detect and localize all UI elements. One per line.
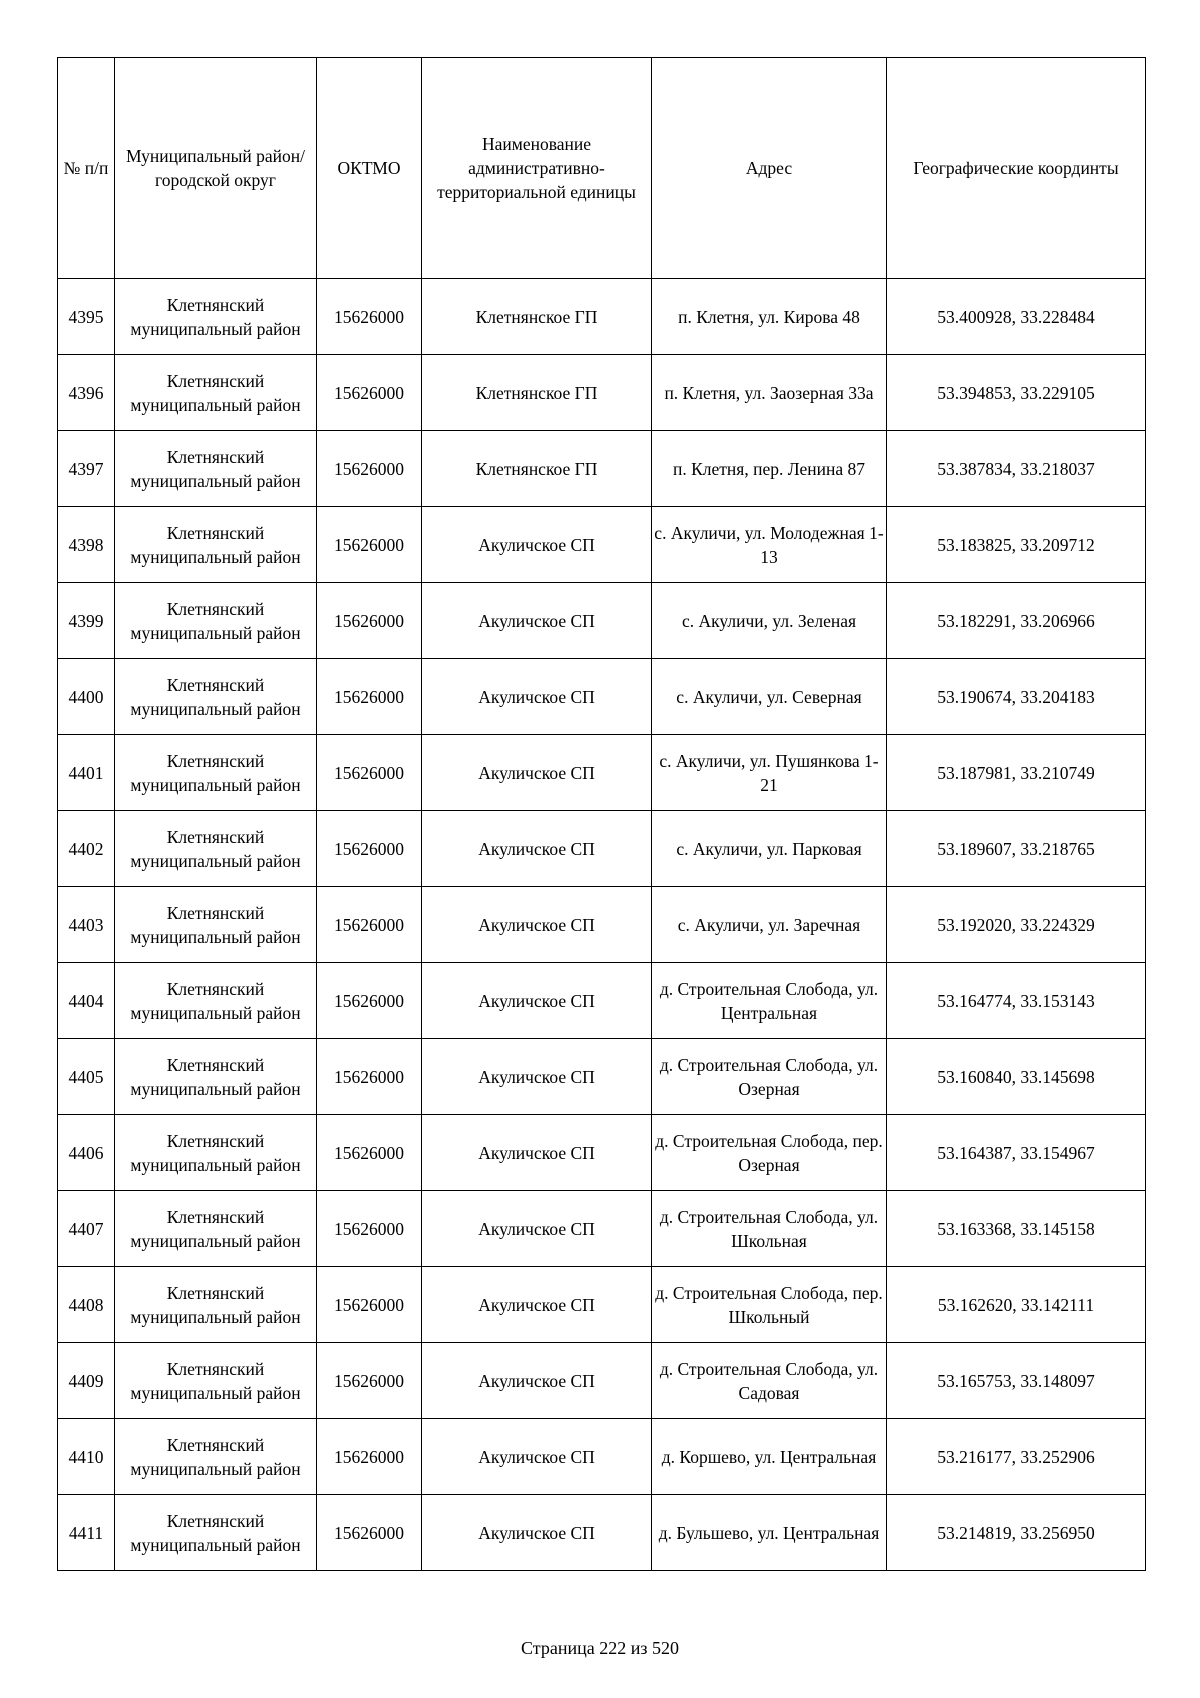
coordinates-cell: 53.189607, 33.218765 <box>887 811 1146 887</box>
coordinates-cell: 53.192020, 33.224329 <box>887 887 1146 963</box>
table-row <box>58 963 1146 1039</box>
header-address: Адрес <box>652 58 887 279</box>
admin-unit-cell: Клетнянское ГП <box>422 279 652 355</box>
coordinates-cell: 53.164774, 33.153143 <box>887 963 1146 1039</box>
oktmo-cell: 15626000 <box>317 1343 422 1419</box>
coordinates-cell: 53.214819, 33.256950 <box>887 1495 1146 1571</box>
oktmo-cell: 15626000 <box>317 1039 422 1115</box>
coordinates-cell: 53.387834, 33.218037 <box>887 431 1146 507</box>
coordinates-cell: 53.162620, 33.142111 <box>887 1267 1146 1343</box>
header-number: № п/п <box>58 58 115 279</box>
table-row <box>58 507 1146 583</box>
admin-unit-cell: Акуличское СП <box>422 583 652 659</box>
coordinates-cell: 53.216177, 33.252906 <box>887 1419 1146 1495</box>
admin-unit-cell: Акуличское СП <box>422 1191 652 1267</box>
oktmo-cell: 15626000 <box>317 431 422 507</box>
address-cell: д. Бульшево, ул. Центральная <box>652 1495 887 1571</box>
municipality-cell: Клетнянский муниципальный район <box>115 1419 317 1495</box>
municipality-cell: Клетнянский муниципальный район <box>115 355 317 431</box>
municipality-cell: Клетнянский муниципальный район <box>115 811 317 887</box>
header-coordinates: Географические координты <box>887 58 1146 279</box>
oktmo-cell: 15626000 <box>317 811 422 887</box>
row-number: 4396 <box>58 355 115 431</box>
table-row <box>58 1191 1146 1267</box>
address-cell: д. Строительная Слобода, ул. Центральная <box>652 963 887 1039</box>
municipality-cell: Клетнянский муниципальный район <box>115 659 317 735</box>
table-row <box>58 887 1146 963</box>
oktmo-cell: 15626000 <box>317 887 422 963</box>
row-number: 4397 <box>58 431 115 507</box>
admin-unit-cell: Акуличское СП <box>422 1419 652 1495</box>
address-cell: д. Строительная Слобода, ул. Школьная <box>652 1191 887 1267</box>
coordinates-cell: 53.187981, 33.210749 <box>887 735 1146 811</box>
row-number: 4395 <box>58 279 115 355</box>
admin-unit-cell: Акуличское СП <box>422 1495 652 1571</box>
oktmo-cell: 15626000 <box>317 1495 422 1571</box>
oktmo-cell: 15626000 <box>317 735 422 811</box>
row-number: 4399 <box>58 583 115 659</box>
table-row <box>58 1419 1146 1495</box>
admin-unit-cell: Акуличское СП <box>422 659 652 735</box>
municipality-cell: Клетнянский муниципальный район <box>115 1267 317 1343</box>
row-number: 4409 <box>58 1343 115 1419</box>
municipality-cell: Клетнянский муниципальный район <box>115 887 317 963</box>
oktmo-cell: 15626000 <box>317 963 422 1039</box>
address-cell: д. Строительная Слобода, ул. Садовая <box>652 1343 887 1419</box>
address-cell: п. Клетня, ул. Заозерная 33а <box>652 355 887 431</box>
address-cell: с. Акуличи, ул. Заречная <box>652 887 887 963</box>
page-number: Страница 222 из 520 <box>521 1638 679 1658</box>
municipality-cell: Клетнянский муниципальный район <box>115 279 317 355</box>
oktmo-cell: 15626000 <box>317 583 422 659</box>
oktmo-cell: 15626000 <box>317 1191 422 1267</box>
admin-unit-cell: Клетнянское ГП <box>422 431 652 507</box>
table-row <box>58 1267 1146 1343</box>
municipality-cell: Клетнянский муниципальный район <box>115 963 317 1039</box>
coordinates-cell: 53.400928, 33.228484 <box>887 279 1146 355</box>
admin-unit-cell: Акуличское СП <box>422 1267 652 1343</box>
municipality-cell: Клетнянский муниципальный район <box>115 583 317 659</box>
coordinates-cell: 53.160840, 33.145698 <box>887 1039 1146 1115</box>
table-row <box>58 735 1146 811</box>
municipality-cell: Клетнянский муниципальный район <box>115 1115 317 1191</box>
table-row <box>58 583 1146 659</box>
oktmo-cell: 15626000 <box>317 355 422 431</box>
oktmo-cell: 15626000 <box>317 279 422 355</box>
admin-unit-cell: Акуличское СП <box>422 963 652 1039</box>
address-cell: с. Акуличи, ул. Северная <box>652 659 887 735</box>
table-row <box>58 431 1146 507</box>
municipality-cell: Клетнянский муниципальный район <box>115 431 317 507</box>
row-number: 4404 <box>58 963 115 1039</box>
municipality-cell: Клетнянский муниципальный район <box>115 1495 317 1571</box>
row-number: 4408 <box>58 1267 115 1343</box>
header-municipality: Муниципальный район/городской округ <box>115 58 317 279</box>
coordinates-cell: 53.163368, 33.145158 <box>887 1191 1146 1267</box>
row-number: 4401 <box>58 735 115 811</box>
coordinates-cell: 53.183825, 33.209712 <box>887 507 1146 583</box>
coordinates-cell: 53.394853, 33.229105 <box>887 355 1146 431</box>
oktmo-cell: 15626000 <box>317 1115 422 1191</box>
table-header-row <box>58 58 1146 279</box>
admin-unit-cell: Акуличское СП <box>422 1343 652 1419</box>
address-cell: с. Акуличи, ул. Парковая <box>652 811 887 887</box>
table-row <box>58 355 1146 431</box>
coordinates-cell: 53.164387, 33.154967 <box>887 1115 1146 1191</box>
municipality-cell: Клетнянский муниципальный район <box>115 507 317 583</box>
table-row <box>58 279 1146 355</box>
row-number: 4403 <box>58 887 115 963</box>
oktmo-cell: 15626000 <box>317 1267 422 1343</box>
oktmo-cell: 15626000 <box>317 1419 422 1495</box>
admin-unit-cell: Клетнянское ГП <box>422 355 652 431</box>
row-number: 4400 <box>58 659 115 735</box>
coordinates-cell: 53.165753, 33.148097 <box>887 1343 1146 1419</box>
oktmo-cell: 15626000 <box>317 507 422 583</box>
header-oktmo: ОКТМО <box>317 58 422 279</box>
row-number: 4411 <box>58 1495 115 1571</box>
data-table <box>57 57 1146 1571</box>
row-number: 4398 <box>58 507 115 583</box>
address-cell: д. Строительная Слобода, пер. Озерная <box>652 1115 887 1191</box>
address-cell: с. Акуличи, ул. Пушянкова 1-21 <box>652 735 887 811</box>
table-row <box>58 1115 1146 1191</box>
table-row <box>58 1343 1146 1419</box>
address-cell: с. Акуличи, ул. Зеленая <box>652 583 887 659</box>
municipality-cell: Клетнянский муниципальный район <box>115 1039 317 1115</box>
row-number: 4410 <box>58 1419 115 1495</box>
row-number: 4405 <box>58 1039 115 1115</box>
table-body <box>58 279 1146 1571</box>
table-row <box>58 1495 1146 1571</box>
row-number: 4406 <box>58 1115 115 1191</box>
admin-unit-cell: Акуличское СП <box>422 1039 652 1115</box>
oktmo-cell: 15626000 <box>317 659 422 735</box>
row-number: 4402 <box>58 811 115 887</box>
coordinates-cell: 53.190674, 33.204183 <box>887 659 1146 735</box>
address-cell: д. Строительная Слобода, пер. Школьный <box>652 1267 887 1343</box>
admin-unit-cell: Акуличское СП <box>422 1115 652 1191</box>
coordinates-cell: 53.182291, 33.206966 <box>887 583 1146 659</box>
header-admin-unit: Наименование административно-территориальной единицы <box>422 58 652 279</box>
address-cell: д. Коршево, ул. Центральная <box>652 1419 887 1495</box>
admin-unit-cell: Акуличское СП <box>422 507 652 583</box>
row-number: 4407 <box>58 1191 115 1267</box>
municipality-cell: Клетнянский муниципальный район <box>115 1343 317 1419</box>
table-row <box>58 659 1146 735</box>
admin-unit-cell: Акуличское СП <box>422 887 652 963</box>
table-row <box>58 811 1146 887</box>
table-row <box>58 1039 1146 1115</box>
municipality-cell: Клетнянский муниципальный район <box>115 1191 317 1267</box>
address-cell: с. Акуличи, ул. Молодежная 1-13 <box>652 507 887 583</box>
address-cell: д. Строительная Слобода, ул. Озерная <box>652 1039 887 1115</box>
address-cell: п. Клетня, пер. Ленина 87 <box>652 431 887 507</box>
admin-unit-cell: Акуличское СП <box>422 811 652 887</box>
municipality-cell: Клетнянский муниципальный район <box>115 735 317 811</box>
admin-unit-cell: Акуличское СП <box>422 735 652 811</box>
address-cell: п. Клетня, ул. Кирова 48 <box>652 279 887 355</box>
